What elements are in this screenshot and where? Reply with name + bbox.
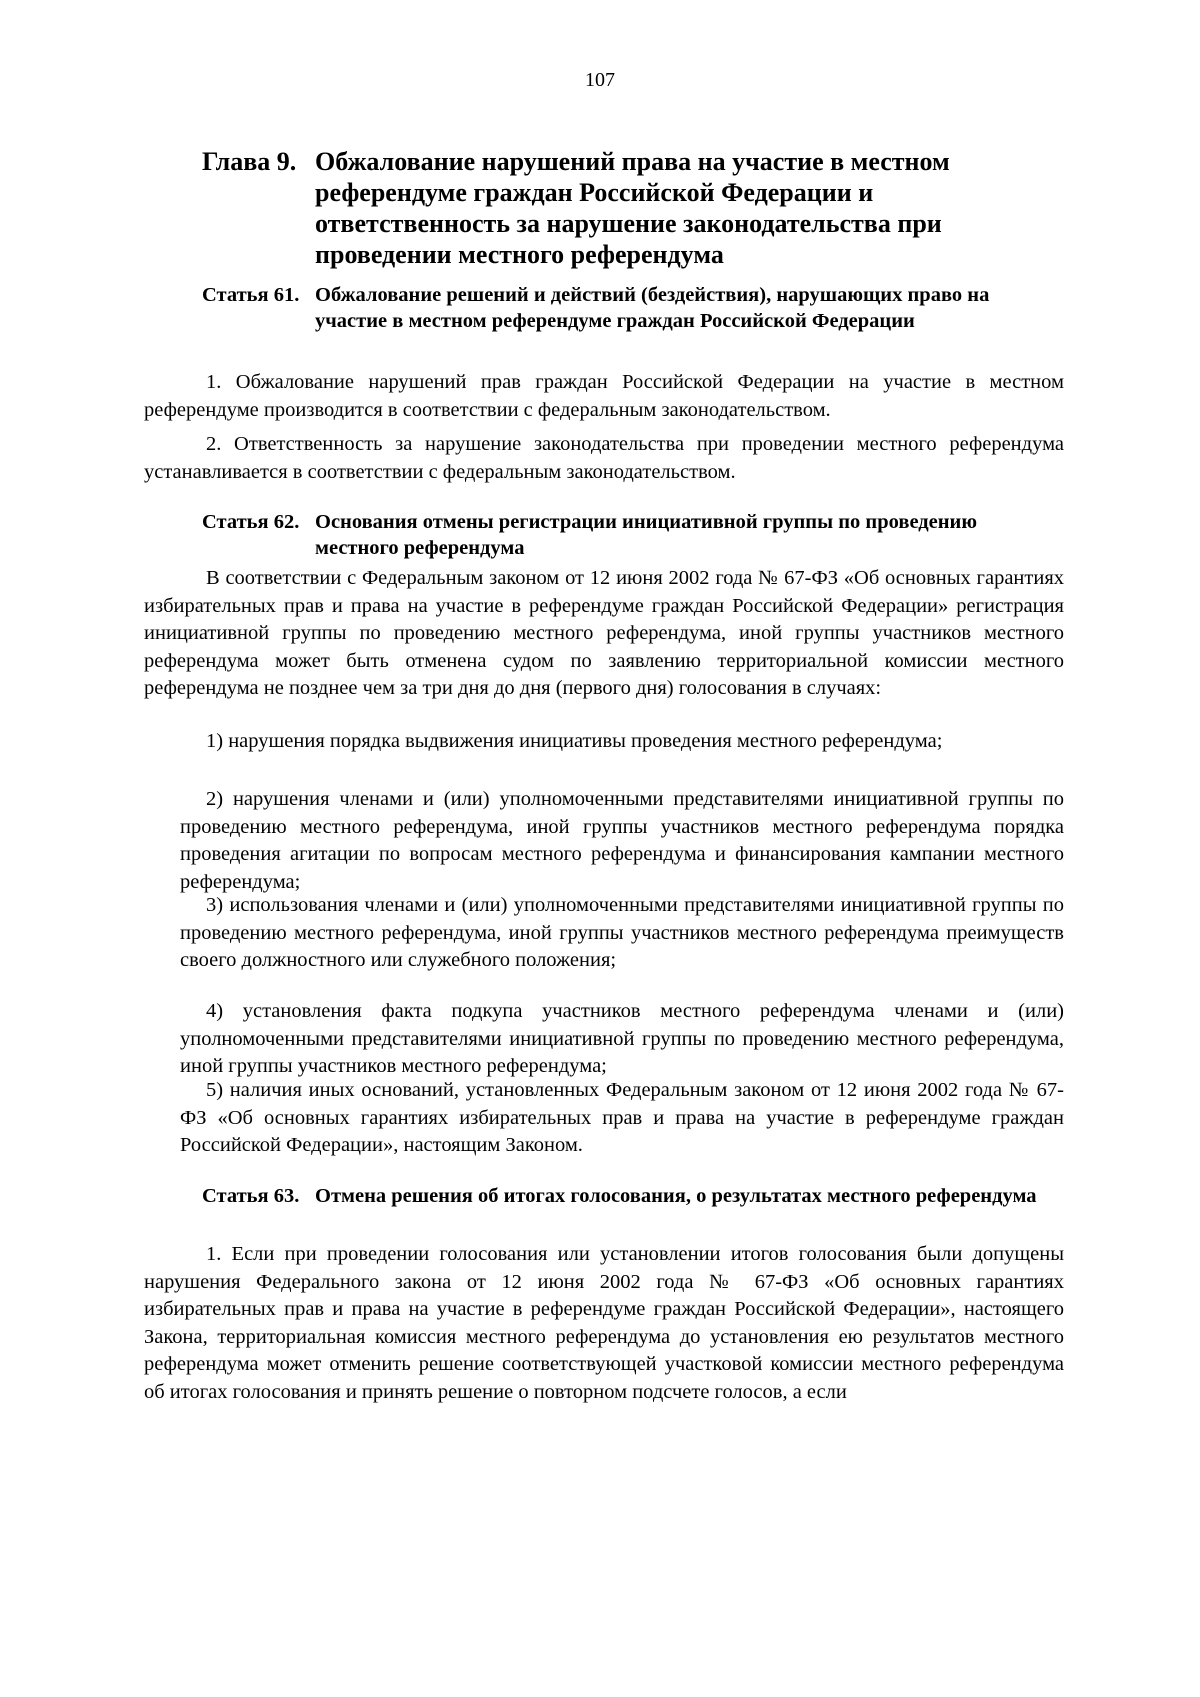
article-61-paragraph-1: 1. Обжалование нарушений прав граждан Российской Федерации на участие в местном референдуме производится в соответствии с федеральным законодательством. xyxy=(144,371,1064,421)
article-61-paragraph-2: 2. Ответственность за нарушение законодательства при проведении местного референдума устанавливается в соответствии с федеральным законодательством. xyxy=(144,433,1064,483)
chapter-heading xyxy=(202,146,1052,270)
article-62-item-1: 1) нарушения порядка выдвижения инициативы проведения местного референдума; xyxy=(206,730,943,752)
article-label: Статья 62. xyxy=(202,511,300,533)
article-title: Отмена решения об итогах голосования, о результатах местного референдума xyxy=(315,1185,1037,1207)
article-63-heading xyxy=(202,1183,1052,1209)
article-62-item-3: 3) использования членами и (или) уполномоченными представителями инициативной группы по проведению местного референдума, иной группы участников местного референдума преимуществ своего должностного или служебного положения; xyxy=(180,894,1064,972)
article-63-paragraph-1: 1. Если при проведении голосования или установлении итогов голосования были допущены нарушения Федерального закона от 12 июня 2002 года № 67-ФЗ «Об основных гарантиях избирательных прав и права на участие в референдуме граждан Российской Федерации», настоящего Закона, территориальная комиссия местного референдума до установления ею результатов местного референдума может отменить решение соответствующей участковой комиссии местного референдума об итогах голосования и принять решение о повторном подсчете голосов, а если xyxy=(144,1243,1064,1403)
page-number: 107 xyxy=(585,69,615,91)
article-62-item-4: 4) установления факта подкупа участников местного референдума членами и (или) уполномоченными представителями инициативной группы по проведению местного референдума, иной группы участников местного референдума; xyxy=(180,1000,1064,1078)
article-62-item-5: 5) наличия иных оснований, установленных Федеральным законом от 12 июня 2002 года № 67-ФЗ «Об основных гарантиях избирательных прав и права на участие в референдуме граждан Российской Федерации», настоящим Законом. xyxy=(180,1079,1064,1157)
article-label: Статья 63. xyxy=(202,1185,300,1207)
article-61-heading xyxy=(202,282,1052,334)
article-62-paragraph-1: В соответствии с Федеральным законом от 12 июня 2002 года № 67-ФЗ «Об основных гарантиях избирательных прав и права на участие в референдуме граждан Российской Федерации» регистрация инициативной группы по проведению местного референдума, иной группы участников местного референдума может быть отменена судом по заявлению территориальной комиссии местного референдума не позднее чем за три дня до дня (первого дня) голосования в случаях: xyxy=(144,567,1064,700)
chapter-title: Обжалование нарушений права на участие в местном референдуме граждан Российской Федерации и ответственность за нарушение законодательства при проведении местного референдума xyxy=(315,147,950,269)
chapter-label: Глава 9. xyxy=(202,147,297,176)
article-62-item-2: 2) нарушения членами и (или) уполномоченными представителями инициативной группы по проведению местного референдума, иной группы участников местного референдума порядка проведения агитации по вопросам местного референдума и финансирования кампании местного референдума; xyxy=(180,788,1064,893)
article-label: Статья 61. xyxy=(202,284,300,306)
article-title: Основания отмены регистрации инициативной группы по проведению местного референдума xyxy=(315,511,978,559)
article-title: Обжалование решений и действий (бездействия), нарушающих право на участие в местном референдуме граждан Российской Федерации xyxy=(315,284,990,332)
article-62-heading xyxy=(202,509,1052,561)
